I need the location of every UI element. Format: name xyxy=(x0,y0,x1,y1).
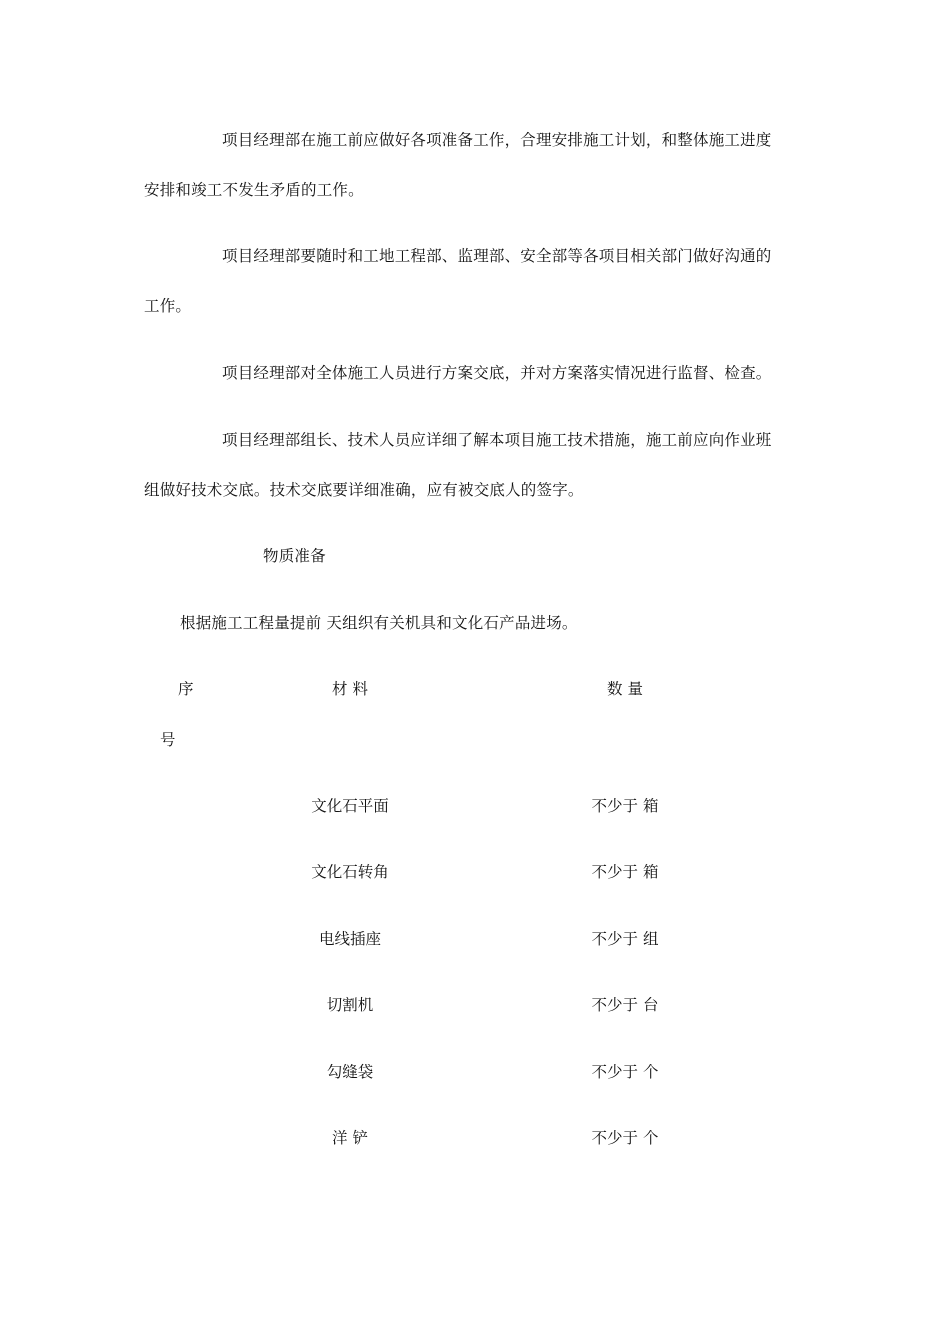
table-row-3-material: 电线插座 xyxy=(318,930,381,948)
table-row-5-material: 勾缝袋 xyxy=(326,1063,374,1081)
table-row-6-material: 洋 铲 xyxy=(332,1129,368,1147)
paragraph-3-line-1: 项目经理部对全体施工人员进行方案交底，并对方案落实情况进行监督、检查。 xyxy=(222,364,772,382)
table-header-index-bottom: 号 xyxy=(160,731,176,749)
table-row-1-material: 文化石平面 xyxy=(311,797,389,815)
table-header-material: 材 料 xyxy=(332,680,368,698)
intro-text: 根据施工工程量提前 天组织有关机具和文化石产品进场。 xyxy=(180,614,578,632)
section-heading: 物质准备 xyxy=(263,547,326,565)
table-row-6-quantity: 不少于 个 xyxy=(591,1129,659,1147)
table-row-4-quantity: 不少于 台 xyxy=(591,996,659,1014)
table-row-2-material: 文化石转角 xyxy=(311,863,389,881)
table-header-quantity: 数 量 xyxy=(607,680,643,698)
paragraph-2-line-2: 工作。 xyxy=(144,297,192,315)
table-row-2-quantity: 不少于 箱 xyxy=(591,863,659,881)
paragraph-1-line-1: 项目经理部在施工前应做好各项准备工作，合理安排施工计划，和整体施工进度 xyxy=(222,131,772,149)
paragraph-4-line-1: 项目经理部组长、技术人员应详细了解本项目施工技术措施，施工前应向作业班 xyxy=(222,431,772,449)
table-row-1-quantity: 不少于 箱 xyxy=(591,797,659,815)
paragraph-4-line-2: 组做好技术交底。技术交底要详细准确，应有被交底人的签字。 xyxy=(144,481,584,499)
table-header-index-top: 序 xyxy=(178,680,194,698)
table-row-4-material: 切割机 xyxy=(326,996,374,1014)
paragraph-1-line-2: 安排和竣工不发生矛盾的工作。 xyxy=(144,181,364,199)
table-row-3-quantity: 不少于 组 xyxy=(591,930,659,948)
paragraph-2-line-1: 项目经理部要随时和工地工程部、监理部、安全部等各项目相关部门做好沟通的 xyxy=(222,247,772,265)
table-row-5-quantity: 不少于 个 xyxy=(591,1063,659,1081)
